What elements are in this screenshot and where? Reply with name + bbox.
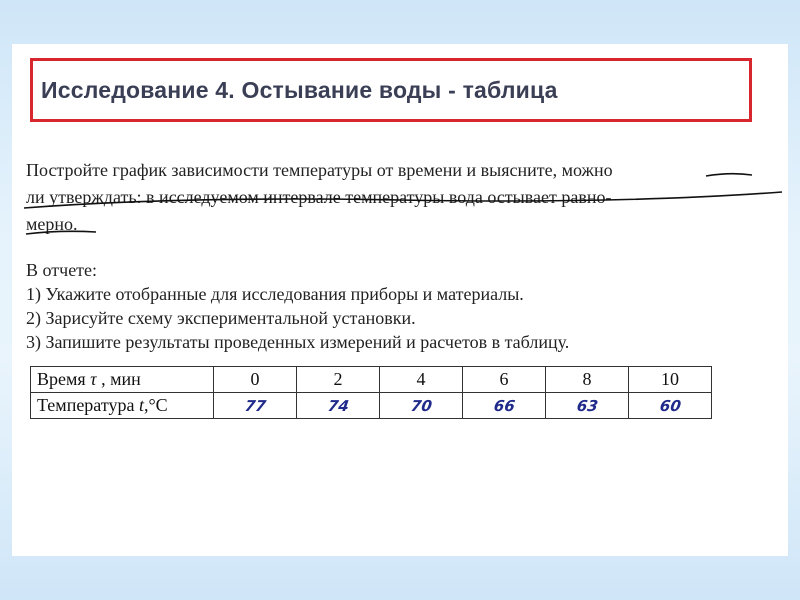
- time-row: [31, 367, 712, 393]
- handwritten-value: 74: [326, 397, 350, 415]
- time-cell: 0: [214, 367, 297, 393]
- temperature-label: Температура: [37, 395, 135, 415]
- time-label: Время: [37, 369, 86, 389]
- underline-line-3: [26, 231, 96, 234]
- time-cell: 6: [463, 367, 546, 393]
- handwritten-value: 77: [243, 397, 267, 415]
- time-cell: 2: [297, 367, 380, 393]
- temperature-cell: [629, 393, 712, 419]
- time-unit: , мин: [101, 369, 141, 389]
- time-header-cell: [31, 367, 214, 393]
- report-item-3: 3) Запишите результаты проведенных измерений и расчетов в таблицу.: [26, 332, 570, 352]
- handwritten-value: 66: [492, 397, 516, 415]
- temperature-unit: ,°С: [143, 395, 168, 415]
- temperature-cell: [297, 393, 380, 419]
- time-cell: 8: [546, 367, 629, 393]
- underline-line-2: [24, 192, 782, 208]
- temperature-cell: [463, 393, 546, 419]
- report-item-2: 2) Зарисуйте схему экспериментальной установки.: [26, 308, 416, 328]
- task-line-2: ли утверждать: в исследуемом интервале температуры вода остывает равно-: [26, 187, 612, 207]
- report-heading: В отчете:: [26, 260, 98, 280]
- task-line-1: Постройте график зависимости температуры от времени и выясните, можно: [26, 160, 613, 180]
- report-section: [26, 258, 786, 354]
- handwritten-value: 60: [658, 397, 682, 415]
- report-item-1: 1) Укажите отобранные для исследования приборы и материалы.: [26, 284, 524, 304]
- underline-mozhno: [706, 174, 752, 176]
- time-cell: 4: [380, 367, 463, 393]
- temperature-symbol: t: [138, 395, 144, 415]
- temperature-cell: [380, 393, 463, 419]
- temperature-cell: [214, 393, 297, 419]
- temperature-row: [31, 393, 712, 419]
- temperature-header-cell: [31, 393, 214, 419]
- task-line-3: мерно.: [26, 214, 78, 234]
- slide-title: Исследование 4. Остывание воды - таблица: [41, 77, 558, 103]
- handwritten-value: 63: [575, 397, 599, 415]
- temperature-cell: [546, 393, 629, 419]
- results-table: [30, 366, 712, 419]
- handwritten-value: 70: [409, 397, 433, 415]
- time-symbol: τ: [90, 369, 97, 389]
- time-cell: 10: [629, 367, 712, 393]
